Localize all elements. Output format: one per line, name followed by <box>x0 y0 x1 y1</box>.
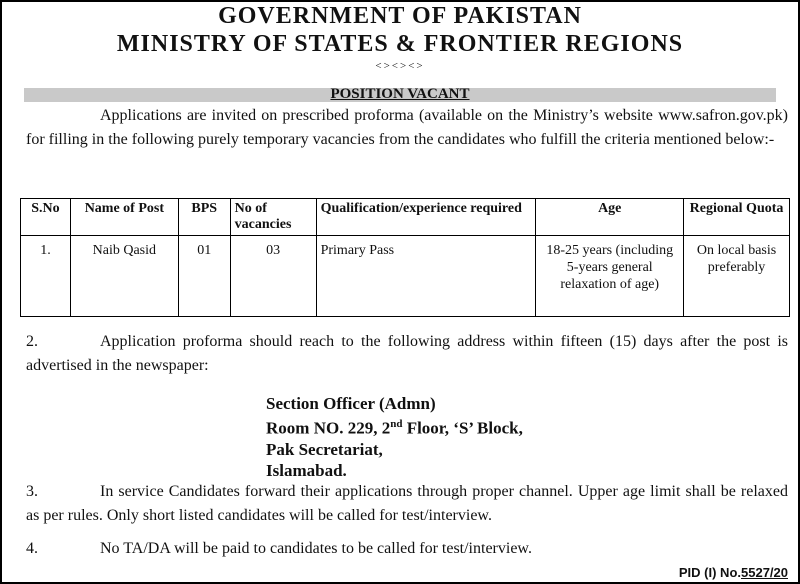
cell-age: 18-25 years (including 5-years general relaxation of age) <box>536 236 684 317</box>
intro-text-end: ) for filling in the following purely temporary vacancies from the candidates who fulfill the criteria mentioned below:- <box>26 107 788 148</box>
paragraph-3-number: 3. <box>26 483 38 500</box>
intro-text-start: Applications are invited on prescribed proforma (available on the Ministry’s website <box>100 107 659 124</box>
address-line-4: Islamabad. <box>266 460 347 480</box>
government-title: GOVERNMENT OF PAKISTAN <box>218 3 582 29</box>
address-line-1: Section Officer (Admn) <box>266 394 436 413</box>
paragraph-4-number: 4. <box>26 540 38 557</box>
col-header-quota: Regional Quota <box>684 199 790 236</box>
col-header-bps: BPS <box>178 199 230 236</box>
paragraph-2 <box>26 330 788 378</box>
table-header-row <box>21 199 790 236</box>
ministry-title: MINISTRY OF STATES & FRONTIER REGIONS <box>116 31 684 57</box>
col-header-vacancies: No of vacancies <box>230 199 316 236</box>
col-header-sno: S.No <box>21 199 71 236</box>
paragraph-2-number: 2. <box>26 333 38 350</box>
paragraph-2-text: Application proforma should reach to the following address within fifteen (15) days after the post is advertised in the newspaper: <box>26 333 788 374</box>
cell-qualification: Primary Pass <box>316 236 536 317</box>
position-vacant-title: POSITION VACANT <box>330 86 470 102</box>
paragraph-4-text: No TA/DA will be paid to candidates to be called for test/interview. <box>100 540 532 557</box>
pid-number <box>679 565 788 580</box>
ministry-website-link[interactable]: www.safron.gov.pk <box>658 107 783 124</box>
cell-sno: 1. <box>21 236 71 317</box>
cell-vacancies: 03 <box>230 236 316 317</box>
col-header-age: Age <box>536 199 684 236</box>
table-row <box>21 236 790 317</box>
col-header-post: Name of Post <box>70 199 178 236</box>
address-line-3: Pak Secretariat, <box>266 439 383 459</box>
header <box>0 2 800 72</box>
vacancy-table <box>20 198 790 317</box>
intro-paragraph <box>26 104 788 152</box>
address-block <box>266 393 523 481</box>
paragraph-3-text: In service Candidates forward their applications through proper channel. Upper age limit shall be relaxed as per rules. Only short listed candidates will be called for test/interview. <box>26 483 788 524</box>
cell-bps: 01 <box>178 236 230 317</box>
paragraph-3 <box>26 480 788 528</box>
col-header-qualification: Qualification/experience required <box>316 199 536 236</box>
cell-quota: On local basis preferably <box>684 236 790 317</box>
pid-value: 5527/20 <box>741 565 788 580</box>
pid-prefix: PID (I) No. <box>678 565 741 580</box>
ornament-divider: <><><> <box>375 60 425 72</box>
cell-post: Naib Qasid <box>70 236 178 317</box>
address-line-2: Room NO. 229, 2nd Floor, ‘S’ Block, <box>266 418 523 438</box>
paragraph-4 <box>26 537 788 561</box>
